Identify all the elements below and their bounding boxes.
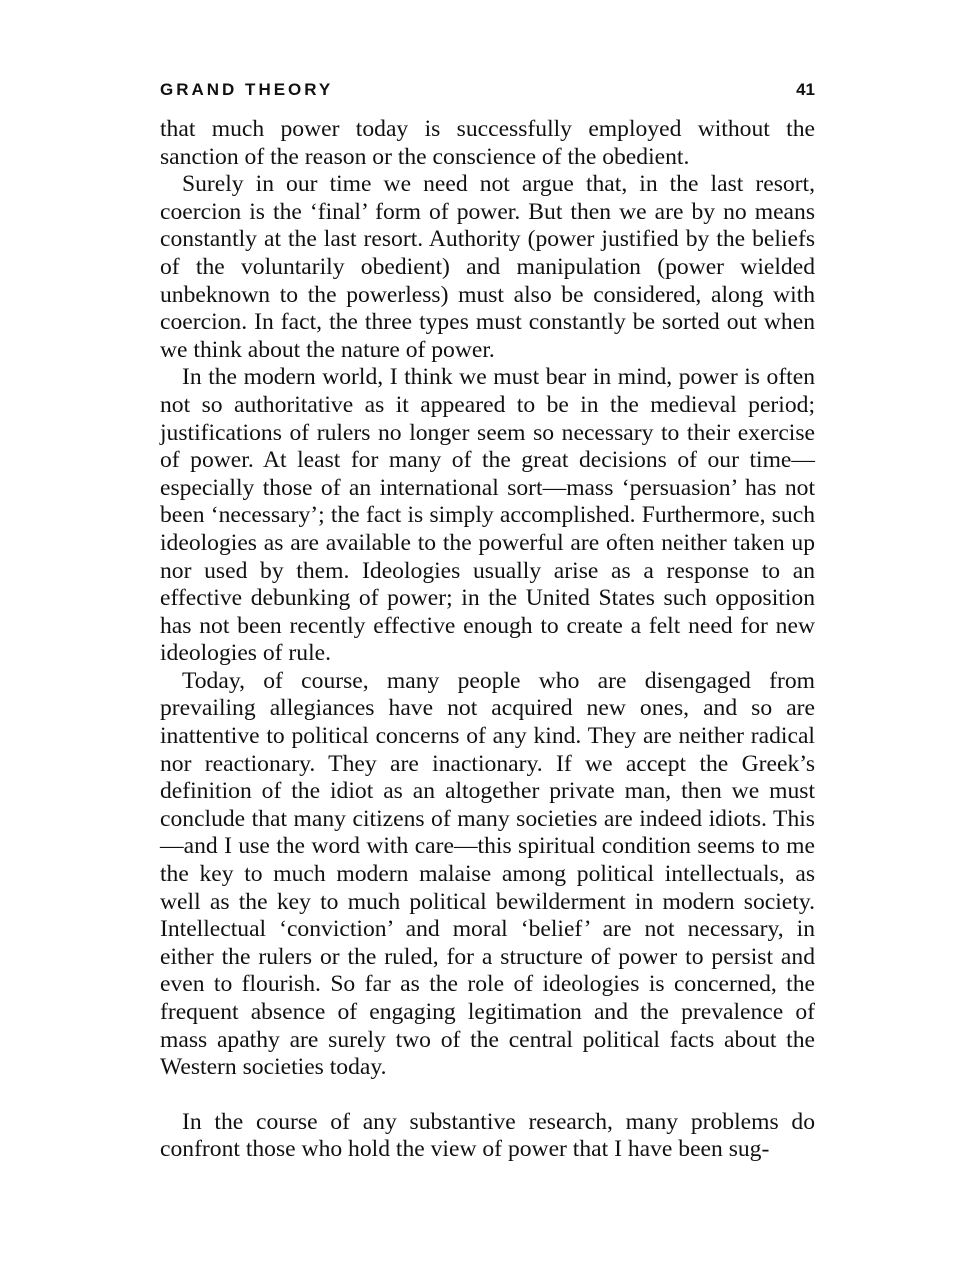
paragraph-modern-world: In the modern world, I think we must bear in mind, power is often not so authoritative as it appeared to be in the medieval period; justifications of rulers no longer seem so necessary to their exercise of power. At least for many of the great decisions of our time—especially those of an international sort—mass ‘persuasion’ has not been ‘necessary’; the fact is simply accomplished. Furthermore, such ideologies as are available to the powerful are often neither taken up nor used by them. Ideologies usually arise as a response to an effective debunking of power; in the United States such opposition has not been recently effective enough to create a felt need for new ideologies of rule. bbox=[160, 364, 815, 667]
paragraph-today: Today, of course, many people who are disengaged from prevailing allegiances have not acquired new ones, and so are inattentive to political concerns of any kind. They are neither radical nor reactionary. They are inactionary. If we accept the Greek’s definition of the idiot as an altogether private man, then we must conclude that many citizens of many societies are indeed idiots. This—and I use the word with care—this spiritual condition seems to me the key to much modern malaise among political intellectuals, as well as the key to much political bewilderment in modern society. Intellectual ‘conviction’ and moral ‘belief’ are not necessary, in either the rulers or the ruled, for a structure of power to persist and even to flourish. So far as the role of ideologies is concerned, the frequent absence of engaging legitimation and the prevalence of mass apathy are surely two of the central political facts about the Western societies today. bbox=[160, 667, 815, 1081]
running-title: GRAND THEORY bbox=[160, 80, 334, 99]
paragraph-continued: that much power today is successfully employed without the sanction of the reason or the conscience of the obedient. bbox=[160, 116, 815, 170]
paragraph-coercion: Surely in our time we need not argue that, in the last resort, coercion is the ‘final’ form of power. But then we are by no means constantly at the last resort. Authority (power justified by the beliefs of the voluntarily obedient) and manipulation (power wielded unbeknown to the powerless) must also be considered, along with coercion. In fact, the three types must constantly be sorted out when we think about the nature of power. bbox=[160, 171, 815, 363]
body-text bbox=[160, 116, 815, 1164]
page-number: 41 bbox=[796, 80, 815, 99]
running-head bbox=[160, 80, 815, 110]
paragraph-research: In the course of any substantive research, many problems do confront those who hold the view of power that I have been sug- bbox=[160, 1108, 815, 1163]
